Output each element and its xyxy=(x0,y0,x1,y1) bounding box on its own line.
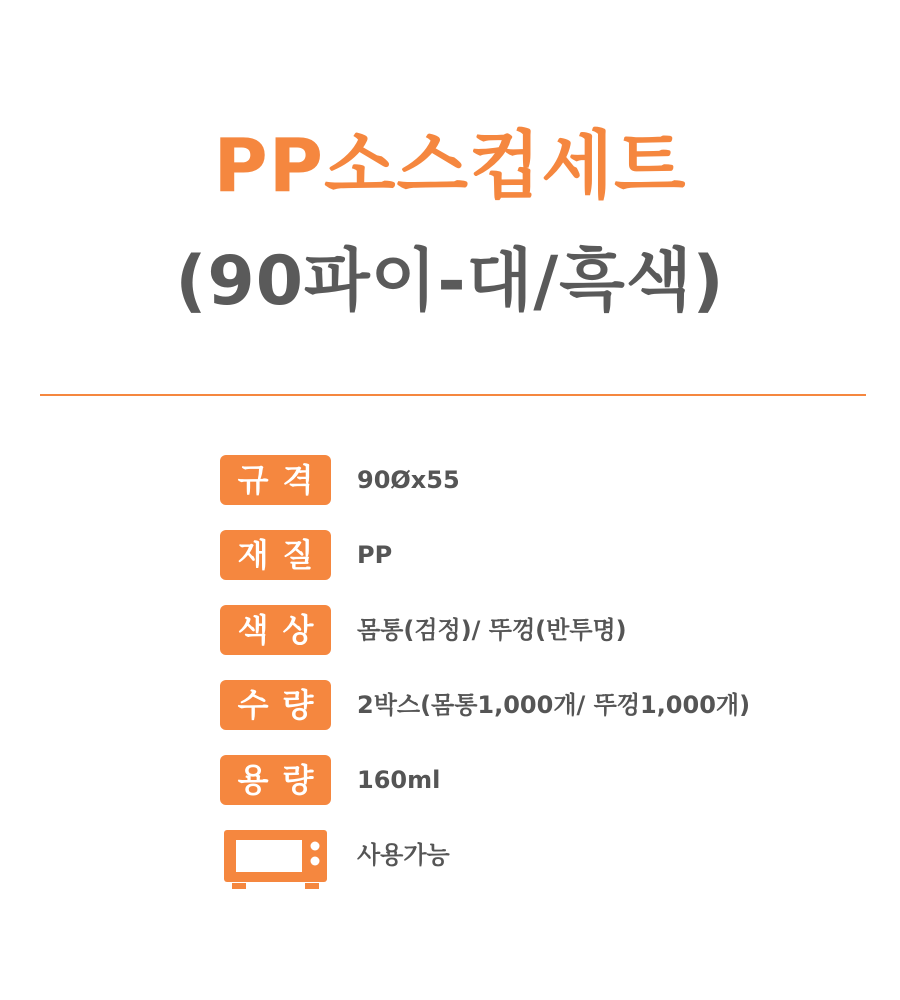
spec-row-capacity xyxy=(220,755,860,805)
spec-label-quantity: 수량 xyxy=(220,680,331,730)
spec-label-size: 규격 xyxy=(220,455,331,505)
product-subtitle: (90파이-대/흑색) xyxy=(175,242,725,321)
spec-row-size xyxy=(220,455,860,505)
spec-value-material: PP xyxy=(357,541,393,569)
spec-row-material xyxy=(220,530,860,580)
spec-value-quantity: 2박스(몸통1,000개/ 뚜껑1,000개) xyxy=(357,691,751,719)
spec-row-quantity xyxy=(220,680,860,730)
spec-value-size: 90Øx55 xyxy=(357,466,460,494)
spec-label-material: 재질 xyxy=(220,530,331,580)
spec-row-color xyxy=(220,605,860,655)
microwave-icon xyxy=(220,826,331,892)
product-title: PP소스컵세트 xyxy=(213,123,687,209)
spec-label-color: 색상 xyxy=(220,605,331,655)
spec-label-capacity: 용량 xyxy=(220,755,331,805)
divider xyxy=(40,394,866,396)
spec-value-microwave: 사용가능 xyxy=(357,841,450,869)
spec-value-capacity: 160ml xyxy=(357,766,441,794)
spec-value-color: 몸통(검정)/ 뚜껑(반투명) xyxy=(357,616,627,644)
spec-row-microwave xyxy=(220,830,860,880)
